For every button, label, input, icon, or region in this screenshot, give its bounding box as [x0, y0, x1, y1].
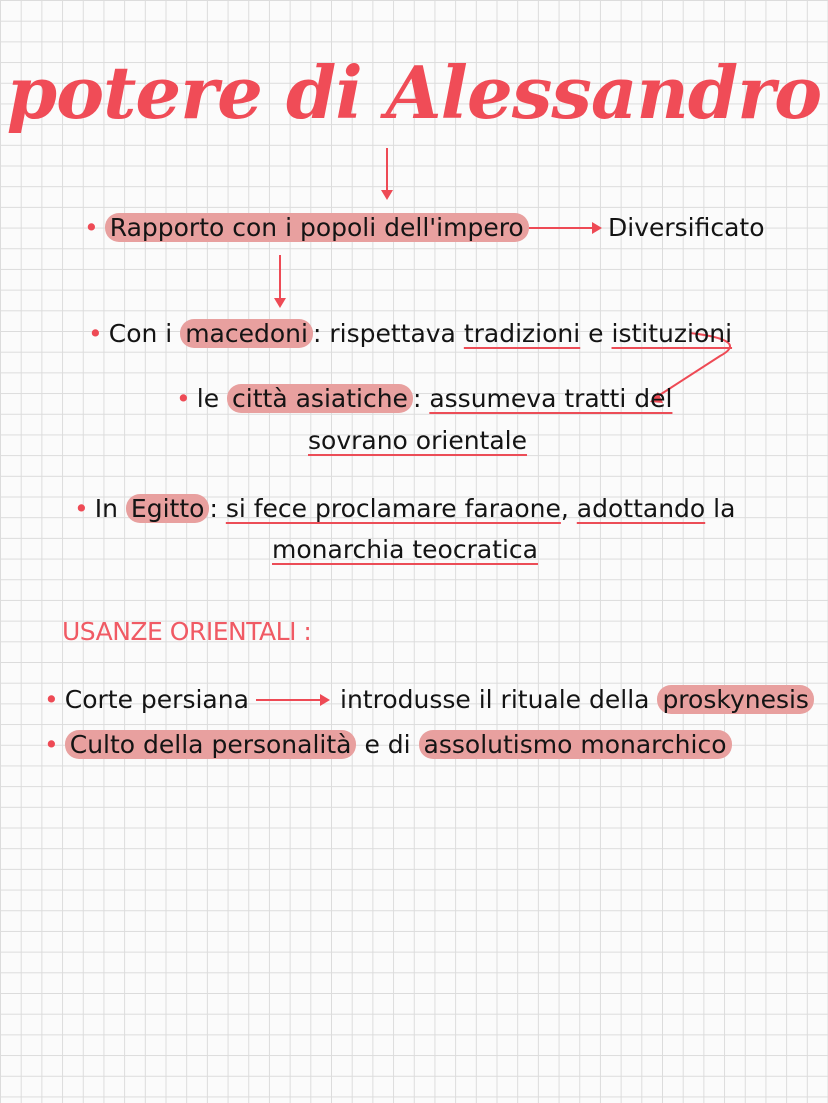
text-introdusse: introdusse il rituale della [340, 685, 650, 714]
underline-assumeva: assumeva tratti del [429, 384, 673, 413]
arrowhead-2 [592, 222, 602, 234]
bullet-dot: • [44, 730, 59, 759]
text-mid: , [560, 494, 569, 523]
text-lead: In [94, 494, 118, 523]
item-citta-asiatiche [176, 382, 672, 416]
page-title: potere di Alessandro [6, 50, 822, 135]
item-macedoni [88, 317, 732, 351]
bullet-dot: • [88, 319, 103, 348]
item-culto [44, 728, 732, 762]
highlight-egitto: Egitto [126, 494, 210, 523]
highlight-rapporto: Rapporto con i popoli dell'impero [105, 213, 529, 242]
item-egitto-line2 [272, 533, 538, 567]
text-lead: Con i [108, 319, 173, 348]
text-mid: e [588, 319, 604, 348]
text-after: : [209, 494, 218, 523]
item-corte [44, 683, 249, 717]
text-after: : [412, 384, 422, 413]
highlight-assolutismo: assolutismo monarchico [419, 730, 732, 759]
highlight-culto: Culto della personalità [65, 730, 357, 759]
text-mid: e di [364, 730, 411, 759]
underline-adottando: adottando [576, 494, 706, 523]
bullet-dot: • [44, 685, 59, 714]
text-tail: la [713, 494, 736, 523]
bullet-dot: • [84, 213, 99, 242]
arrowhead-5 [320, 694, 330, 706]
label-corte: Corte persiana [64, 685, 249, 714]
highlight-macedoni: macedoni [180, 319, 313, 348]
underline-istituzioni: istituzioni [611, 319, 733, 348]
underline-faraone: si fece proclamare faraone [225, 494, 561, 523]
item-egitto [74, 492, 735, 526]
text-after: : rispettava [312, 319, 456, 348]
bullet-dot: • [74, 494, 89, 523]
highlight-proskynesis: proskynesis [657, 685, 814, 714]
underline-sovrano: sovrano orientale [308, 426, 527, 455]
section-heading: USANZE ORIENTALI : [62, 617, 312, 646]
item-rapporto [84, 211, 529, 245]
arrowhead-3 [274, 298, 286, 308]
result-diversificato: Diversificato [608, 213, 765, 242]
underline-monarchia: monarchia teocratica [272, 535, 538, 564]
item-corte-result [340, 683, 814, 717]
underline-tradizioni: tradizioni [463, 319, 581, 348]
arrowhead-1 [381, 190, 393, 200]
text-lead: le [196, 384, 220, 413]
bullet-dot: • [176, 384, 191, 413]
item-citta-line2 [308, 424, 527, 458]
highlight-citta: città asiatiche [227, 384, 413, 413]
